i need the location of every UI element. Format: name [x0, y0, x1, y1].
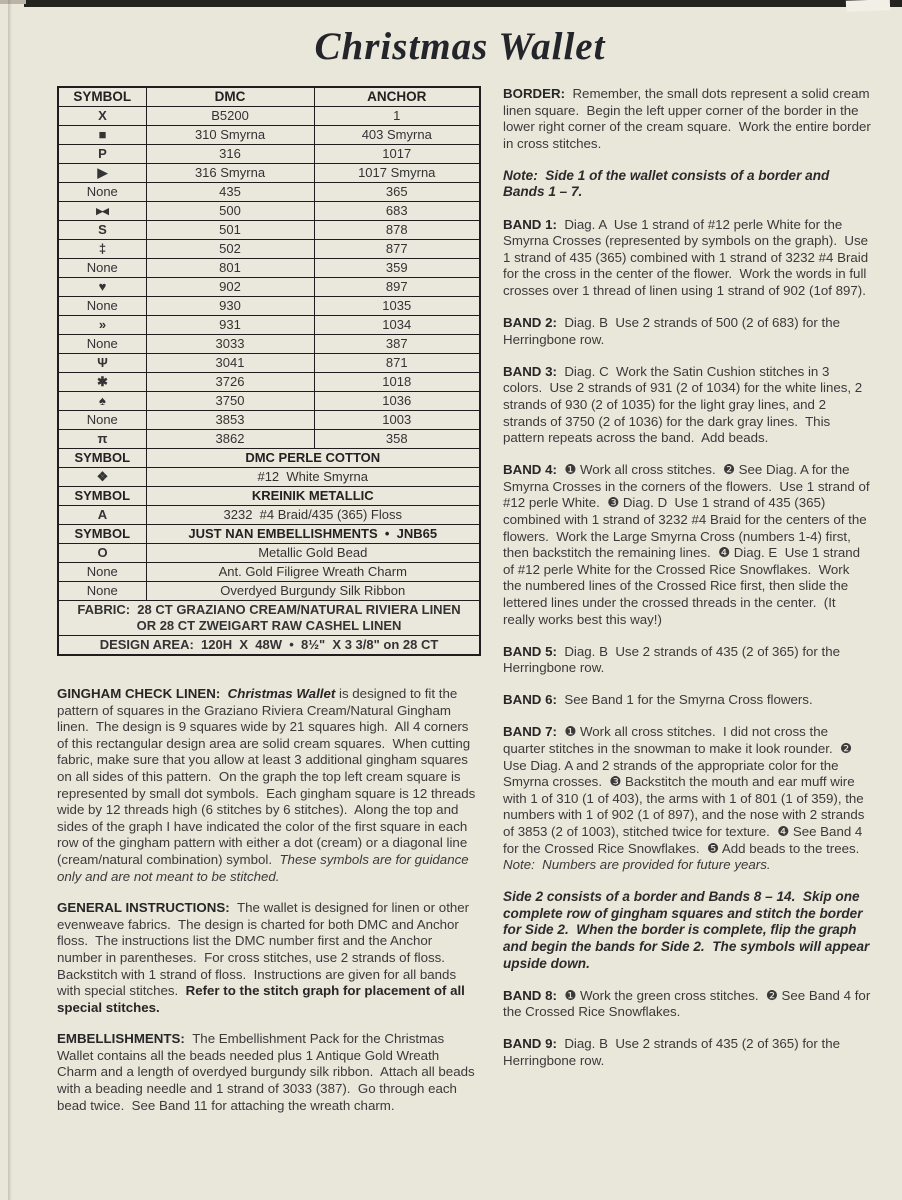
table-row [58, 335, 480, 354]
section-text: Diag. B Use 2 strands of 500 (2 of 683) for the Herringbone row. [503, 315, 844, 347]
symbol-cell: Ψ [58, 354, 146, 373]
table-row [58, 316, 480, 335]
value-cell: 3232 #4 Braid/435 (365) Floss [146, 506, 480, 525]
section-text: Remember, the small dots represent a solid cream linen square. Begin the left upper corner of the border in the lower right corner of the cream square. Work the entire border in cross stitches. [503, 86, 875, 151]
symbol-cell: S [58, 221, 146, 240]
symbol-cell: A [58, 506, 146, 525]
dmc-cell: 502 [146, 240, 314, 259]
bold-tail: Refer to the stitch graph for placement of all special stitches. [57, 983, 469, 1015]
anchor-cell: 1003 [314, 411, 480, 430]
dmc-cell: 3862 [146, 430, 314, 449]
symbol-cell: ■ [58, 126, 146, 145]
section-text: Diag. B Use 2 strands of 435 (2 of 365) for the Herringbone row. [503, 643, 844, 676]
table-row [58, 202, 480, 221]
span-line: DESIGN AREA: 120H X 48W • 8½" X 3 3/8" on 28 CT [99, 637, 439, 652]
italic-tail: Note: Numbers are provided for future years. [503, 857, 771, 873]
table-row [58, 468, 480, 487]
instruction-paragraph [503, 1036, 871, 1069]
symbol-cell: None [58, 259, 146, 278]
dmc-cell: 3750 [146, 392, 314, 411]
section-label: BAND 7: [503, 724, 565, 740]
dmc-cell: 801 [146, 259, 314, 278]
symbol-cell: O [58, 544, 146, 563]
section-label: BAND 2: [503, 315, 565, 331]
table-row [58, 563, 480, 582]
dmc-cell: 316 [146, 145, 314, 164]
value-cell: Metallic Gold Bead [146, 544, 480, 563]
dmc-cell: 930 [146, 297, 314, 316]
anchor-cell: 359 [314, 259, 480, 278]
section-label: BAND 9: [503, 1036, 565, 1052]
symbol-cell: π [58, 430, 146, 449]
symbol-cell: » [58, 316, 146, 335]
section-label: BAND 5: [503, 643, 565, 659]
symbol-cell: None [58, 563, 146, 582]
table-row [58, 373, 480, 392]
anchor-cell: 365 [314, 183, 480, 202]
symbol-cell: SYMBOL [58, 487, 146, 506]
table-row [58, 411, 480, 430]
scan-edge-top [24, 0, 902, 7]
symbol-cell: ✱ [58, 373, 146, 392]
span-line: FABRIC: 28 CT GRAZIANO CREAM/NATURAL RIVIERA LINEN [77, 602, 461, 617]
col-header-dmc: DMC [146, 87, 314, 107]
table-row [58, 164, 480, 183]
anchor-cell: 1017 [314, 145, 480, 164]
table-row [58, 126, 480, 145]
table-row [58, 601, 480, 636]
value-cell: Overdyed Burgundy Silk Ribbon [146, 582, 480, 601]
table-row [58, 392, 480, 411]
section-text: The wallet is designed for linen or other evenweave fabrics. The design is charted for both DMC and Anchor floss. The instructions list the DMC number first and the Anchor number in parentheses. For cross stitches, use 2 strands of floss. Backstitch with 1 strand of floss. Instructions are given for all bands with special stitches. [57, 900, 473, 999]
col-header-symbol: SYMBOL [58, 87, 146, 107]
symbol-cell: ‡ [58, 240, 146, 259]
instruction-paragraph [57, 900, 479, 1016]
left-text-blocks [57, 686, 479, 1114]
section-text: ❶ Work the green cross stitches. ❷ See Band 4 for the Crossed Rice Snowflakes. [503, 987, 874, 1020]
section-text: is designed to fit the pattern of squares in the Graziano Riviera Cream/Natural Gingham linen. The design is 9 squares wide by 21 squares high. All 4 corners of this rectangular design area are solid cream squares. When cutting fabric, make sure that you allow at least 3 additional gingham squares on all sides of this pattern. On the graph the top left cream square is represented by small dot symbols. Each gingham square is 12 threads wide by 12 threads high (6 stitches by 6 stitches). Along the top and sides of the graph I have indicated the color of the first square in each row of the gingham pattern with either a dot (cream) or a diagonal line (cream/natural combination) symbol. [57, 686, 480, 867]
section-text: Diag. A Use 1 strand of #12 perle White for the Smyrna Crosses (represented by symbols on the graph). Use 1 strand of 435 (365) combined with 1 strand of 3232 #4 Braid for the cross in the center of the flower. Work the words in full crosses over 1 thread of linen using 1 strand of 902 (1of 897). [503, 216, 872, 298]
anchor-cell: 897 [314, 278, 480, 297]
instruction-paragraph [503, 315, 871, 348]
symbol-cell: P [58, 145, 146, 164]
instruction-paragraph [503, 987, 874, 1021]
value-cell: DMC PERLE COTTON [146, 449, 480, 468]
table-row [58, 183, 480, 202]
note-paragraph [503, 168, 871, 201]
symbol-cell: SYMBOL [58, 449, 146, 468]
section-text: Note: Side 1 of the wallet consists of a border and Bands 1 – 7. [503, 167, 834, 200]
value-cell: #12 White Smyrna [146, 468, 480, 487]
symbol-cell: SYMBOL [58, 525, 146, 544]
symbol-cell: X [58, 107, 146, 126]
span-line: OR 28 CT ZWEIGART RAW CASHEL LINEN [136, 618, 402, 633]
anchor-cell: 1035 [314, 297, 480, 316]
instruction-paragraph [503, 724, 871, 873]
scan-notch [846, 0, 890, 12]
anchor-cell: 1036 [314, 392, 480, 411]
anchor-cell: 871 [314, 354, 480, 373]
dmc-cell: 435 [146, 183, 314, 202]
anchor-cell: 877 [314, 240, 480, 259]
table-row [58, 145, 480, 164]
anchor-cell: 387 [314, 335, 480, 354]
symbol-cell: ♠ [58, 392, 146, 411]
section-text: ❶ Work all cross stitches. ❷ See Diag. A for the Smyrna Crosses in the corners of the flowers. Use 1 strand of #12 perle White. ❸ Diag. D Use 1 strand of 435 (365) combined with 1 strand of 3232 #4 Braid for the centers of the flowers. Work the Large Smyrna Cross (numbers 1-4) first, then backstitch the remaining lines. ❹ Diag. E Use 1 strand of #12 perle White for the Crossed Rice Snowflakes. Work the numbered lines of the Crossed Rice first, then slide the lettered lines under the crossed threads in the center. (It really works best this way!) [503, 462, 874, 627]
section-label: EMBELLISHMENTS: [57, 1031, 193, 1047]
section-label: BAND 3: [503, 363, 565, 379]
instruction-paragraph [503, 692, 871, 709]
table-row [58, 240, 480, 259]
anchor-cell: 878 [314, 221, 480, 240]
section-label: BAND 1: [503, 216, 565, 232]
section-label: GENERAL INSTRUCTIONS: [57, 900, 238, 916]
section-text: Diag. C Work the Satin Cushion stitches in 3 colors. Use 2 strands of 931 (2 of 1034) for the white lines, 2 strands of 930 (2 of 1035) for the light gray lines, and 2 strands of 3750 (2 of 1036) for the dark gray lines. This pattern repeats across the band. Add beads. [503, 363, 866, 446]
table-row [58, 430, 480, 449]
dmc-cell: 3041 [146, 354, 314, 373]
table-row [58, 582, 480, 601]
section-label: BORDER: [503, 86, 573, 101]
table-row [58, 525, 480, 544]
col-header-anchor: ANCHOR [314, 87, 480, 107]
dmc-cell: 500 [146, 202, 314, 221]
table-row [58, 354, 480, 373]
table-row [58, 259, 480, 278]
anchor-cell: 1017 Smyrna [314, 164, 480, 183]
table-row [58, 506, 480, 525]
symbol-cell: ▸◂ [58, 202, 146, 221]
table-span-cell [58, 601, 480, 636]
scan-edge-top-left [0, 0, 26, 4]
symbol-cell: None [58, 411, 146, 430]
symbol-cell: None [58, 297, 146, 316]
anchor-cell: 358 [314, 430, 480, 449]
instruction-paragraph [57, 1031, 479, 1114]
floss-table [57, 86, 481, 656]
symbol-cell: None [58, 582, 146, 601]
instruction-paragraph [57, 686, 479, 885]
symbol-cell: ♥ [58, 278, 146, 297]
dmc-cell: 931 [146, 316, 314, 335]
table-row [58, 297, 480, 316]
value-cell: JUST NAN EMBELLISHMENTS • JNB65 [146, 525, 480, 544]
table-row [58, 449, 480, 468]
dmc-cell: 3726 [146, 373, 314, 392]
symbol-cell: None [58, 335, 146, 354]
table-row [58, 636, 480, 656]
anchor-cell: 683 [314, 202, 480, 221]
dmc-cell: 316 Smyrna [146, 164, 314, 183]
instruction-paragraph [503, 462, 874, 628]
instruction-paragraph [503, 86, 875, 152]
table-row [58, 487, 480, 506]
dmc-cell: 310 Smyrna [146, 126, 314, 145]
italic-tail: These symbols are for guidance only and are not meant to be stitched. [57, 851, 473, 884]
anchor-cell: 403 Smyrna [314, 126, 480, 145]
dmc-cell: 902 [146, 278, 314, 297]
anchor-cell: 1018 [314, 373, 480, 392]
left-column [57, 86, 479, 1129]
symbol-cell: ▶ [58, 164, 146, 183]
page-title: Christmas Wallet [314, 25, 606, 68]
section-text: Side 2 consists of a border and Bands 8 – 14. Skip one complete row of gingham squares and stitch the border for Side 2. When the border is complete, flip the graph and begin the bands for Side 2. The symbols will appear upside down. [503, 889, 874, 971]
section-text: The Embellishment Pack for the Christmas Wallet contains all the beads needed plus 1 Antique Gold Wreath Charm and a length of overdyed burgundy silk ribbon. Attach all beads with a beading needle and 1 strand of 3033 (387). Go through each bead twice. See Band 11 for attaching the wreath charm. [57, 1031, 479, 1113]
instruction-paragraph [503, 217, 871, 300]
value-cell: KREINIK METALLIC [146, 487, 480, 506]
dmc-cell: 501 [146, 221, 314, 240]
table-row [58, 278, 480, 297]
table-row [58, 107, 480, 126]
table-row [58, 544, 480, 563]
table-span-cell [58, 636, 480, 656]
section-label: GINGHAM CHECK LINEN: [57, 686, 228, 701]
section-label: BAND 4: [503, 462, 565, 478]
table-row [58, 221, 480, 240]
note-paragraph [503, 889, 874, 972]
section-text: See Band 1 for the Smyrna Cross flowers. [564, 692, 813, 708]
instruction-paragraph [503, 364, 871, 447]
dmc-cell: 3853 [146, 411, 314, 430]
paper-crease [8, 0, 12, 1200]
instruction-paragraph [503, 644, 871, 677]
anchor-cell: 1034 [314, 316, 480, 335]
section-text: Diag. B Use 2 strands of 435 (2 of 365) for the Herringbone row. [503, 1036, 844, 1068]
dmc-cell: 3033 [146, 335, 314, 354]
symbol-cell: None [58, 183, 146, 202]
right-column [503, 86, 875, 1085]
section-label: BAND 8: [503, 987, 565, 1003]
section-text: ❶ Work all cross stitches. I did not cross the quarter stitches in the snowman to make it look rounder. ❷ Use Diag. A and 2 strands of the appropriate color for the Smyrna crosses. ❸ Backstitch the mouth and ear muff wire with 1 of 310 (1 of 403), the arms with 1 of 801 (1 of 359), the numbers with 1 of 902 (1 of 897), and the nose with 2 strands of 3853 (2 of 1003), stitched twice for texture. ❹ See Band 4 for the Crossed Rice Snowflakes. ❺ Add beads to the trees. [503, 724, 869, 856]
value-cell: Ant. Gold Filigree Wreath Charm [146, 563, 480, 582]
table-header-row [58, 87, 480, 107]
section-label: BAND 6: [503, 692, 565, 708]
anchor-cell: 1 [314, 107, 480, 126]
emphasis-lead: Christmas Wallet [227, 686, 336, 701]
dmc-cell: B5200 [146, 107, 314, 126]
symbol-cell: ❖ [58, 468, 146, 487]
